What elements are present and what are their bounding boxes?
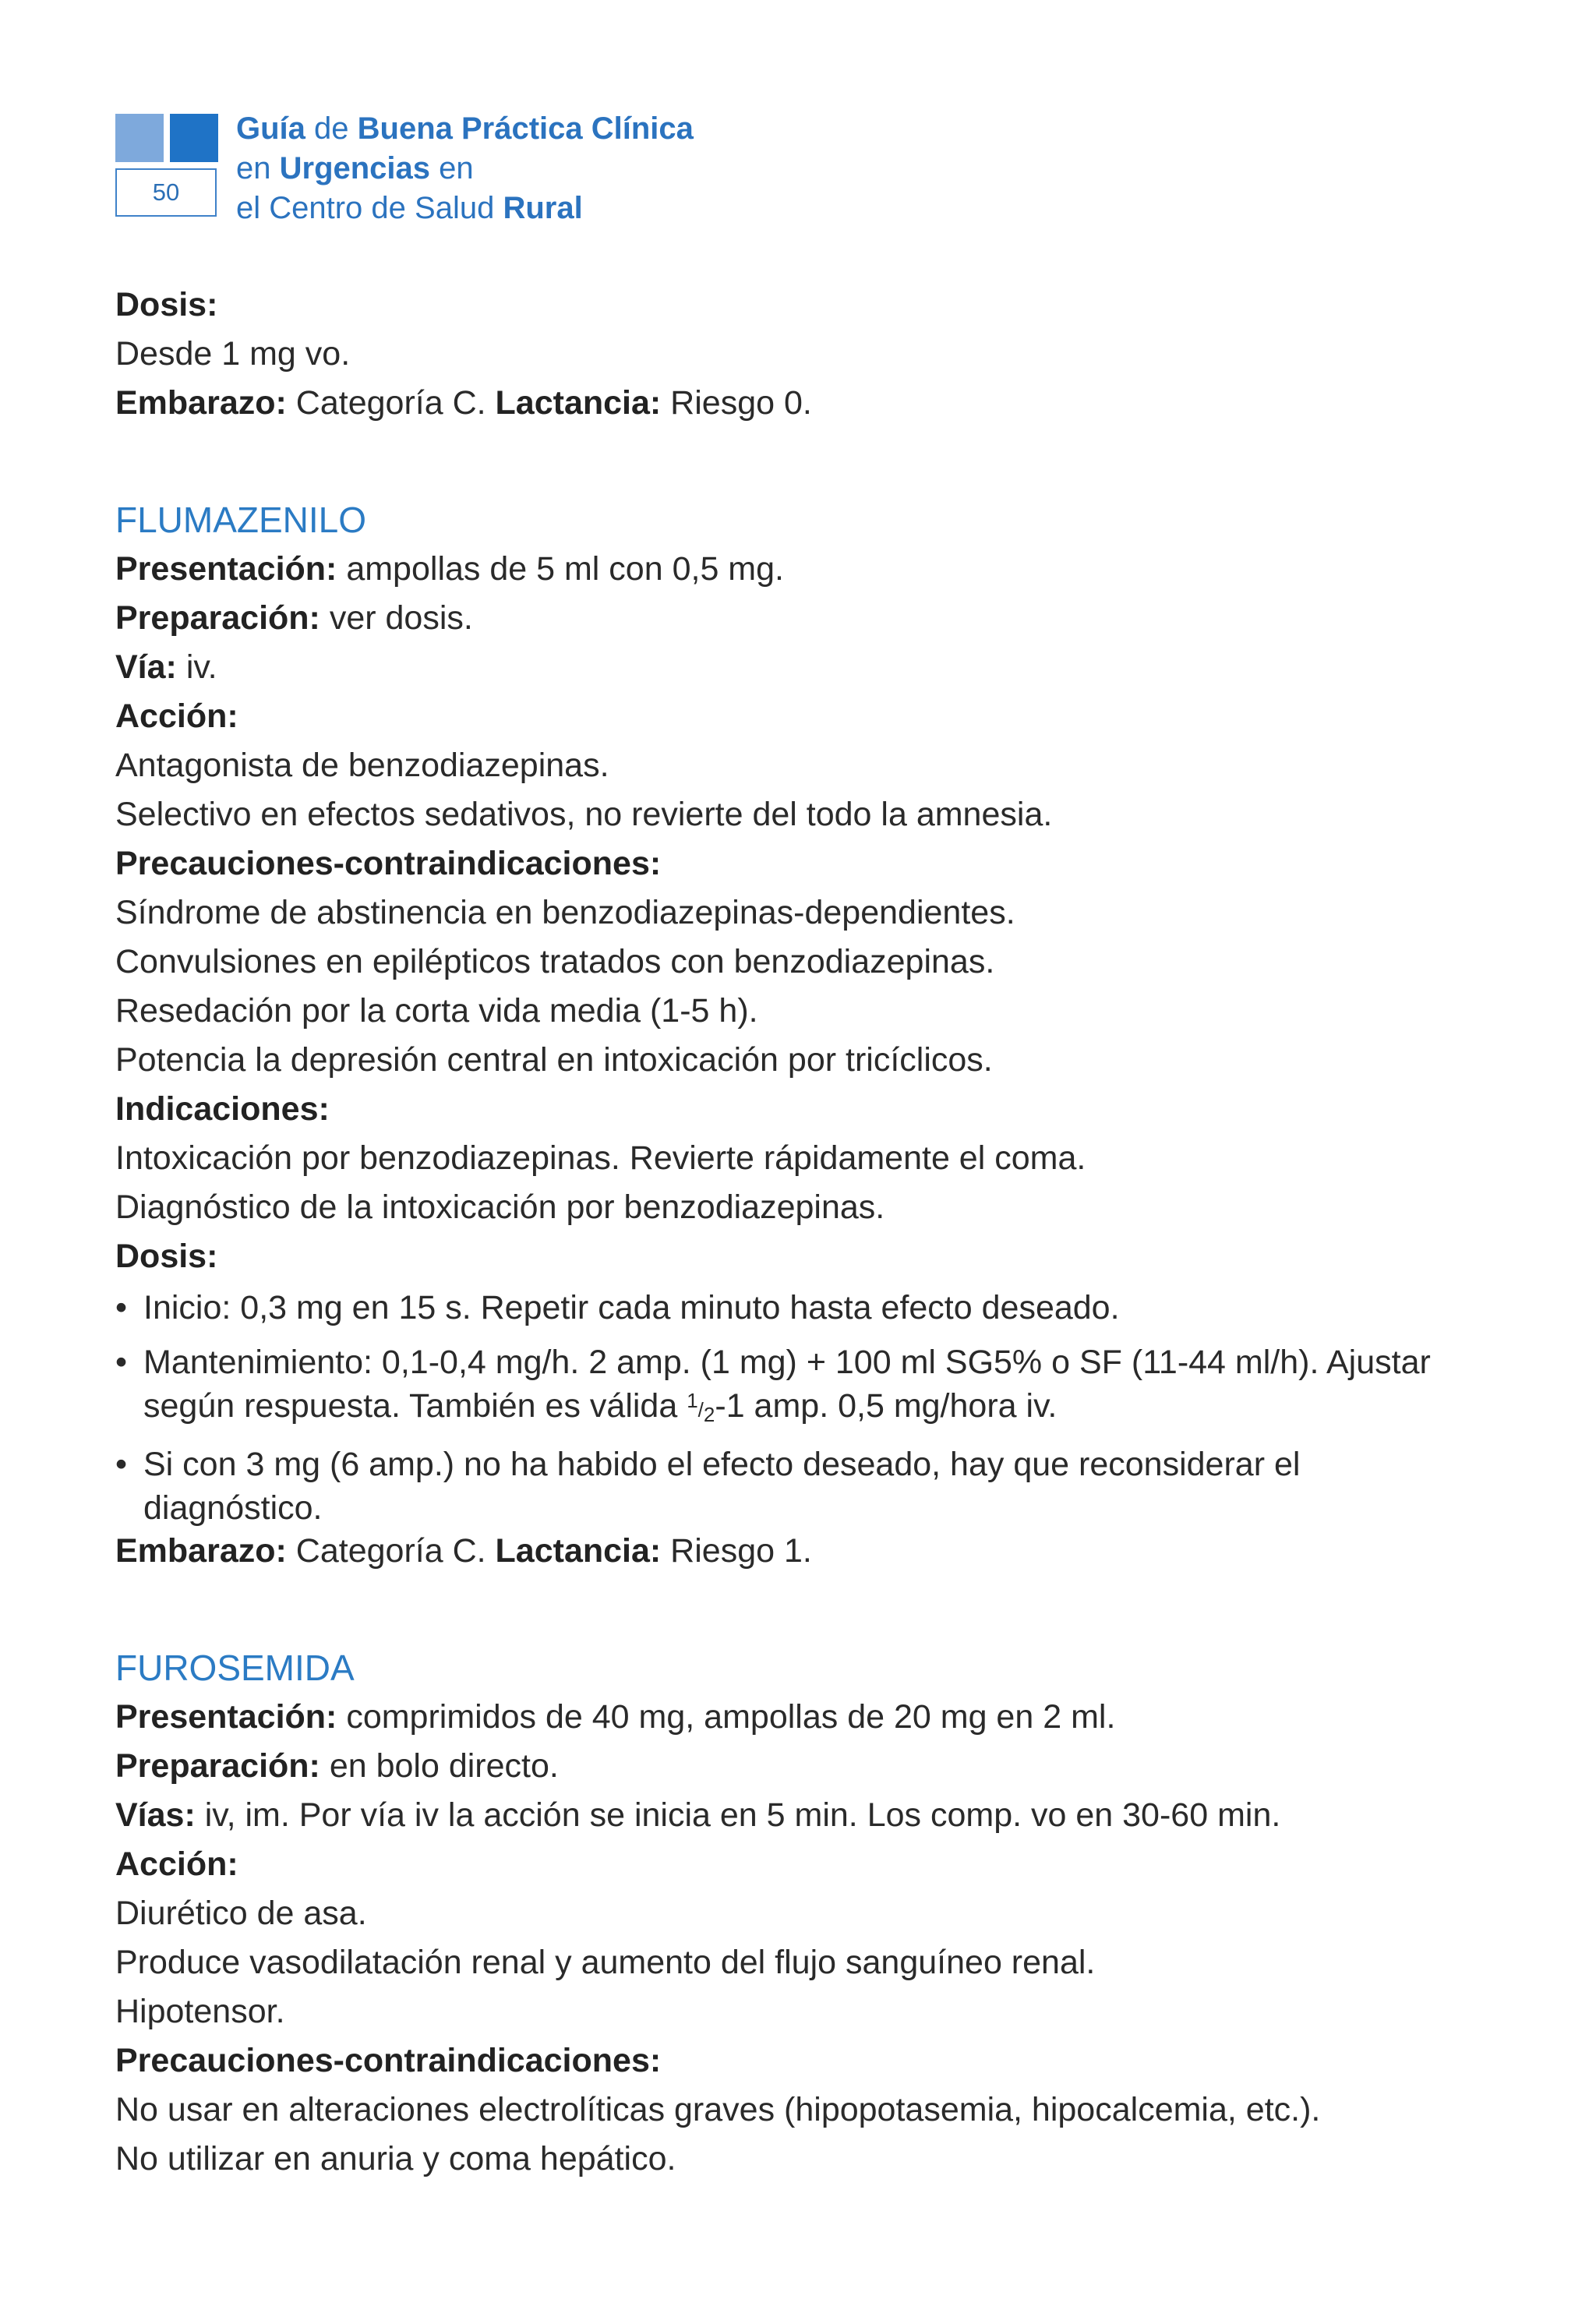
flumazenilo-dosis-label: Dosis: (115, 1238, 218, 1275)
furosemida-accion-line: Hipotensor. (115, 1993, 285, 2030)
fraction-one-half: 1/2 (687, 1389, 715, 1426)
furosemida-precaucion-line: No utilizar en anuria y coma hepático. (115, 2140, 676, 2177)
page-content (115, 281, 1487, 2184)
furosemida-accion-line: Produce vasodilatación renal y aumento del flujo sanguíneo renal. (115, 1944, 1096, 1981)
flumazenilo-indicacion-line: Intoxicación por benzodiazepinas. Revierte rápidamente el coma. (115, 1139, 1086, 1177)
flumazenilo-precaucion-line: Potencia la depresión central en intoxicación por tricíclicos. (115, 1041, 993, 1079)
page-header (115, 111, 817, 231)
furosemida-presentacion: Presentación: comprimidos de 40 mg, ampollas de 20 mg en 2 ml. (115, 1698, 1116, 1736)
furosemida-preparacion: Preparación: en bolo directo. (115, 1747, 559, 1785)
flumazenilo-preparacion: Preparación: ver dosis. (115, 599, 473, 637)
furosemida-vias: Vías: iv, im. Por vía iv la acción se inicia en 5 min. Los comp. vo en 30-60 min. (115, 1796, 1281, 1834)
bullet-icon: • (115, 1344, 128, 1381)
top-dosis-text: Desde 1 mg vo. (115, 335, 351, 373)
flumazenilo-precauciones-label: Precauciones-contraindicaciones: (115, 845, 662, 882)
flumazenilo-dosis-list (115, 1286, 1487, 1530)
top-dosis-label: Dosis: (115, 286, 218, 323)
logo-square-dark (170, 114, 218, 162)
flumazenilo-accion-line: Antagonista de benzodiazepinas. (115, 747, 609, 784)
furosemida-accion-line: Diurético de asa. (115, 1895, 367, 1932)
list-item: • Si con 3 mg (6 amp.) no ha habido el efecto deseado, hay que reconsiderar el diagnóstico. (115, 1443, 1487, 1530)
furosemida-precauciones-label: Precauciones-contraindicaciones: (115, 2042, 662, 2079)
top-embarazo-line: Embarazo: Categoría C. Lactancia: Riesgo 0. (115, 384, 812, 422)
section-title-flumazenilo: FLUMAZENILO (115, 500, 367, 540)
flumazenilo-precaucion-line: Resedación por la corta vida media (1-5 h). (115, 992, 758, 1030)
furosemida-precaucion-line: No usar en alteraciones electrolíticas graves (hipopotasemia, hipocalcemia, etc.). (115, 2091, 1321, 2128)
page-number: 50 (115, 168, 217, 217)
flumazenilo-indicacion-line: Diagnóstico de la intoxicación por benzodiazepinas. (115, 1189, 885, 1226)
flumazenilo-embarazo-line: Embarazo: Categoría C. Lactancia: Riesgo 1. (115, 1532, 812, 1570)
flumazenilo-indicaciones-label: Indicaciones: (115, 1090, 330, 1128)
flumazenilo-accion-label: Acción: (115, 698, 238, 735)
flumazenilo-presentacion: Presentación: ampollas de 5 ml con 0,5 mg. (115, 550, 784, 588)
list-item: • Inicio: 0,3 mg en 15 s. Repetir cada minuto hasta efecto deseado. (115, 1286, 1487, 1330)
flumazenilo-precaucion-line: Convulsiones en epilépticos tratados con benzodiazepinas. (115, 943, 995, 980)
furosemida-accion-label: Acción: (115, 1845, 238, 1883)
bullet-icon: • (115, 1446, 128, 1483)
guide-title: Guía de Buena Práctica Clínica en Urgencias en el Centro de Salud Rural (236, 111, 694, 225)
flumazenilo-via: Vía: iv. (115, 648, 217, 686)
flumazenilo-accion-line: Selectivo en efectos sedativos, no revierte del todo la amnesia. (115, 796, 1053, 833)
list-item: • Mantenimiento: 0,1-0,4 mg/h. 2 amp. (1 mg) + 100 ml SG5% o SF (11-44 ml/h). Ajustar según respuesta. También es válida 1/2-1 amp. 0,5 mg/hora iv. (115, 1340, 1487, 1432)
flumazenilo-precaucion-line: Síndrome de abstinencia en benzodiazepinas-dependientes. (115, 894, 1015, 931)
bullet-icon: • (115, 1289, 128, 1326)
section-title-furosemida: FUROSEMIDA (115, 1648, 355, 1688)
logo-square-light (115, 114, 164, 162)
